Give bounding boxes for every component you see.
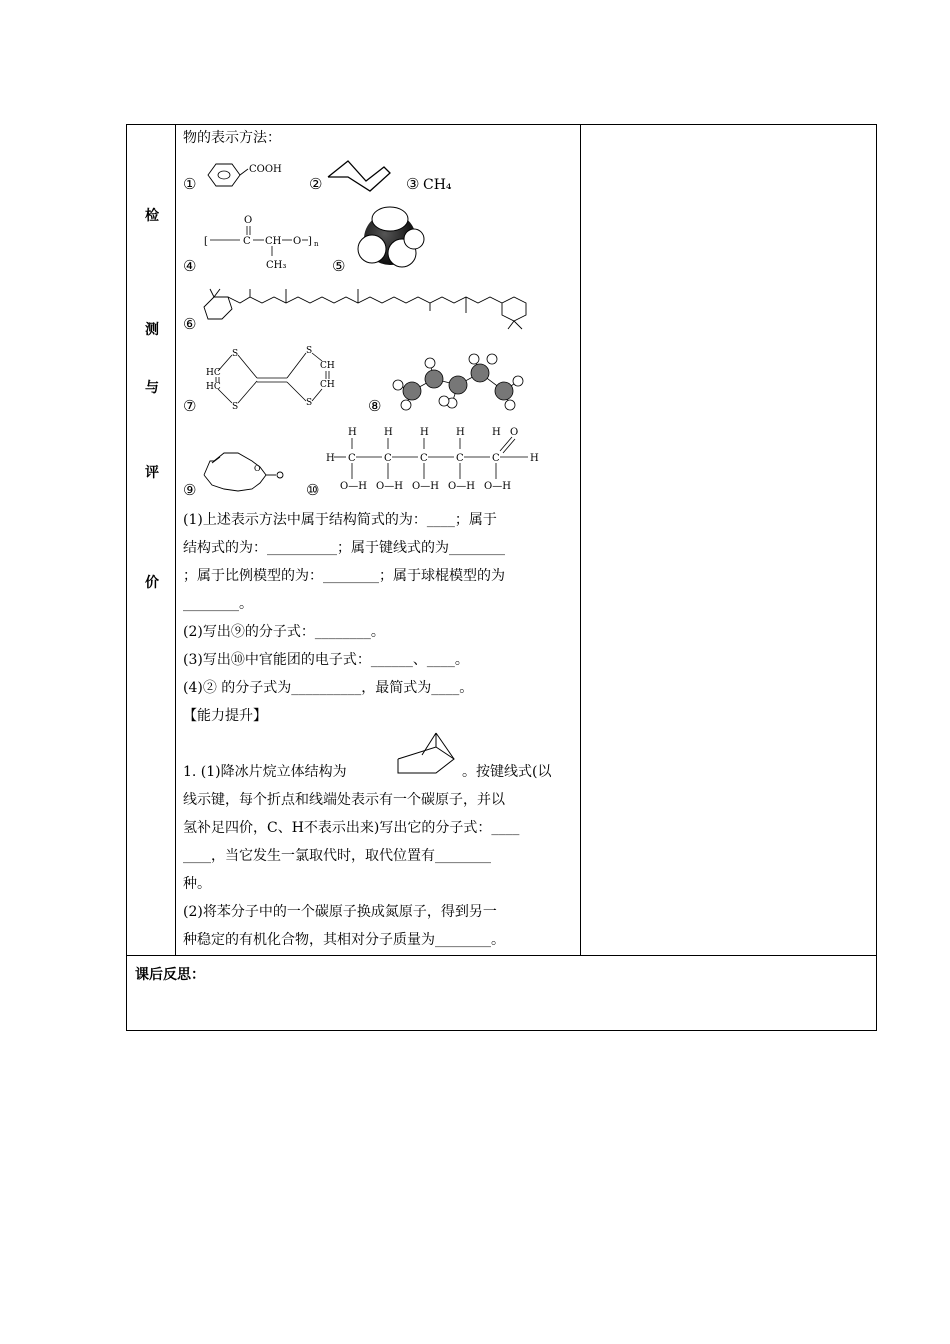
ability-line: 线示键，每个折点和线端处表示有一个碳原子，并以 xyxy=(183,792,505,808)
reflection-title: 课后反思： xyxy=(135,967,205,983)
svg-text:CH: CH xyxy=(320,380,335,390)
butadiene-ball-stick-model xyxy=(386,355,536,415)
section-label-cell xyxy=(126,124,176,956)
main-content-cell xyxy=(175,124,581,956)
side-char: 检 xyxy=(145,208,159,224)
macrocyclic-lactone-structure xyxy=(200,447,300,497)
polylactic-acid-structure xyxy=(202,211,322,271)
svg-text:C: C xyxy=(420,453,428,464)
worksheet-table xyxy=(126,124,877,1031)
question-line: ________。 xyxy=(183,596,253,612)
svg-text:H: H xyxy=(492,427,501,438)
marker: ④ xyxy=(183,257,197,275)
norbornane-structure xyxy=(396,731,458,777)
marker: ② xyxy=(309,175,323,193)
side-char: 评 xyxy=(145,465,159,481)
marker: ⑨ xyxy=(183,481,197,499)
svg-text:H: H xyxy=(326,453,335,464)
marker: ③ xyxy=(406,175,420,193)
marker: ⑦ xyxy=(183,397,197,415)
marker: ⑥ xyxy=(183,315,197,333)
svg-text:O: O xyxy=(244,215,253,226)
marker: ① xyxy=(183,175,197,193)
side-char: 价 xyxy=(145,575,159,591)
methane-formula: CH₄ xyxy=(423,177,452,193)
question-line: (4)② 的分子式为__________，最简式为____。 xyxy=(183,680,474,696)
side-char: 与 xyxy=(145,380,159,396)
svg-text:HC: HC xyxy=(206,368,221,378)
svg-text:C: C xyxy=(243,236,251,247)
svg-text:]: ] xyxy=(308,236,312,247)
cyclohexane-chair xyxy=(326,155,396,195)
svg-text:[: [ xyxy=(204,236,208,247)
ability-line: (2)将苯分子中的一个碳原子换成氮原子，得到另一 xyxy=(183,904,497,920)
svg-text:S: S xyxy=(306,398,313,408)
svg-text:H: H xyxy=(348,427,357,438)
svg-text:CH: CH xyxy=(320,361,335,371)
svg-text:O—H: O—H xyxy=(412,481,439,492)
carotene-bond-line-structure xyxy=(200,283,530,331)
svg-text:CH: CH xyxy=(265,236,282,247)
ability-line: 种稳定的有机化合物，其相对分子质量为________。 xyxy=(183,932,505,948)
benzoic-acid-structure xyxy=(202,161,292,191)
glucose-structural-formula xyxy=(326,423,556,495)
marker: ⑤ xyxy=(332,257,346,275)
svg-text:S: S xyxy=(232,349,239,359)
svg-text:O—H: O—H xyxy=(340,481,367,492)
svg-text:O—H: O—H xyxy=(448,481,475,492)
question-line: ；属于比例模型的为：________；属于球棍模型的为 xyxy=(183,568,505,584)
svg-text:HC: HC xyxy=(206,382,221,392)
ability-line: ____，当它发生一氯取代时，取代位置有________ xyxy=(183,848,491,864)
marker: ⑧ xyxy=(368,397,382,415)
svg-text:C: C xyxy=(492,453,500,464)
intro-text: 物的表示方法： xyxy=(183,130,281,146)
svg-text:O—H: O—H xyxy=(484,481,511,492)
svg-text:O: O xyxy=(254,464,261,473)
svg-text:CH₃: CH₃ xyxy=(266,260,287,271)
svg-text:C: C xyxy=(456,453,464,464)
question-line: 结构式的为：__________；属于键线式的为________ xyxy=(183,540,505,556)
svg-text:H: H xyxy=(420,427,429,438)
svg-text:S: S xyxy=(232,402,239,412)
ability-question-cont: 。按键线式(以 xyxy=(462,764,552,780)
svg-text:O: O xyxy=(293,236,302,247)
notes-cell xyxy=(580,124,877,956)
ability-line: 氢补足四价，C、H不表示出来)写出它的分子式：____ xyxy=(183,820,520,836)
ability-question-start: 1. (1)降冰片烷立体结构为 xyxy=(183,764,347,780)
reflection-cell xyxy=(126,955,877,1031)
svg-text:H: H xyxy=(456,427,465,438)
svg-text:H: H xyxy=(384,427,393,438)
ability-line: 种。 xyxy=(183,876,211,892)
svg-text:n: n xyxy=(314,240,319,248)
question-line: (1)上述表示方法中属于结构简式的为：____；属于 xyxy=(183,512,497,528)
svg-text:C: C xyxy=(384,453,392,464)
svg-text:C: C xyxy=(348,453,356,464)
methane-space-filling-model xyxy=(352,205,432,270)
question-line: (2)写出⑨的分子式：________。 xyxy=(183,624,385,640)
side-char: 测 xyxy=(145,322,159,338)
question-line: (3)写出⑩中官能团的电子式：______、____。 xyxy=(183,652,469,668)
svg-text:S: S xyxy=(306,346,313,356)
cooh-label: COOH xyxy=(249,164,282,175)
svg-text:O: O xyxy=(510,427,519,438)
svg-text:O—H: O—H xyxy=(376,481,403,492)
svg-text:H: H xyxy=(530,453,539,464)
marker: ⑩ xyxy=(306,481,320,499)
tetrathiafulvalene-structure xyxy=(202,345,342,415)
section-heading: 【能力提升】 xyxy=(183,708,267,724)
